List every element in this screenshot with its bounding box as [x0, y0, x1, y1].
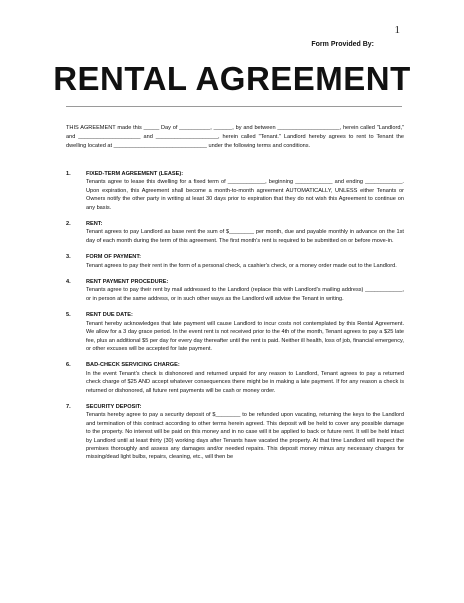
section-text: Tenant agrees to pay their rent in the form of a personal check, a cashier's check, or a money order made out to the Landlord. — [86, 262, 397, 269]
intro-paragraph: THIS AGREEMENT made this _____ Day of __________, ______, by and between ____________________, herein called "Landlord," and ____________________ and ____________________, herein called "Tenant." Landlord hereby agrees to rent to Tenant the dwelling located at ______________________________ under the following terms and conditions. — [66, 125, 404, 149]
section-number: 3. — [66, 254, 71, 261]
title-divider — [66, 106, 402, 107]
section-heading: RENT DUE DATE: — [86, 312, 133, 319]
section-security-deposit — [66, 403, 404, 462]
section-heading: RENT PAYMENT PROCEDURE: — [86, 279, 169, 286]
section-rent — [66, 220, 404, 245]
page-title: RENTAL AGREEMENT — [53, 60, 411, 97]
section-text: Tenants agree to pay their rent by mail addressed to the Landlord (replace this with Landlord's mailing address) ____________, or in person at the same address, or in such other ways as the Landlord will advise the Tenant in writing. — [86, 287, 404, 302]
section-text: Tenant agrees to pay Landlord as base rent the sum of $________ per month, due and payable monthly in advance on the 1st day of each month during the term of this agreement. The first month's rent is required to be submitted on or before move-in. — [86, 229, 404, 244]
section-heading: FORM OF PAYMENT: — [86, 254, 142, 261]
section-heading: FIXED-TERM AGREEMENT (LEASE): — [86, 171, 184, 177]
form-provided-by: Form Provided By: — [311, 41, 374, 48]
section-rent-payment-procedure — [66, 278, 404, 303]
section-heading: SECURITY DEPOSIT: — [86, 403, 142, 410]
section-number: 6. — [66, 362, 71, 369]
section-text: Tenants agree to lease this dwelling for a fixed term of ____________, beginning ____________ and ending ____________. Upon expiration, this Agreement shall become a month-to-month agreement AUTOMATICALLY, UNLESS either Tenants or Owners notify the other party in writing at least 30 days prior to expiration that they do not wish this Agreement to continue on any basis. — [86, 179, 404, 211]
section-heading: BAD-CHECK SERVICING CHARGE: — [86, 362, 180, 369]
section-number: 5. — [66, 312, 71, 319]
section-fixed-term — [66, 170, 404, 212]
section-number: 7. — [66, 403, 71, 410]
section-bad-check — [66, 361, 404, 395]
section-text: Tenant hereby acknowledges that late payment will cause Landlord to incur costs not contemplated by this Rental Agreement. We allow for a 3 day grace period. In the event rent is not received prior to the 4th of the month, Tenant agrees to pay a $25 late fee, plus an additional $5 per day for every day thereafter until the rent is paid. Neither ill health, loss of job, financial emergency, or other excuses will be accepted for late payment. — [86, 320, 404, 352]
section-text: In the event Tenant's check is dishonored and returned unpaid for any reason to Landlord, Tenant agrees to pay a returned check charge of $25 AND accept whatever consequences there might be in making a late payment. If for any reason a check is returned or dishonored, all future rent payments will be cash or money order. — [86, 370, 404, 394]
sections-list — [66, 170, 404, 470]
section-number: 4. — [66, 279, 71, 286]
section-heading: RENT: — [86, 221, 103, 228]
section-rent-due-date — [66, 311, 404, 353]
section-number: 1. — [66, 171, 71, 177]
section-form-of-payment — [66, 253, 404, 270]
section-text: Tenants hereby agree to pay a security deposit of $________ to be refunded upon vacating, returning the keys to the Landlord and termination of this contract according to other terms herein agreed. This deposit will be held to cover any possible damage to the property. No interest will be paid on this money and in no case will it be applied to back or future rent. It will be held intact by Landlord until at least thirty (30) working days after Tenants have vacated the property. At that time Landlord will inspect the premises thoroughly and assess any damages and/or needed repairs. This deposit money minus any necessary charges for missing/dead light bulbs, repairs, cleaning, etc., will then be — [86, 412, 404, 461]
section-number: 2. — [66, 221, 71, 228]
page-number: 1 — [394, 24, 400, 36]
